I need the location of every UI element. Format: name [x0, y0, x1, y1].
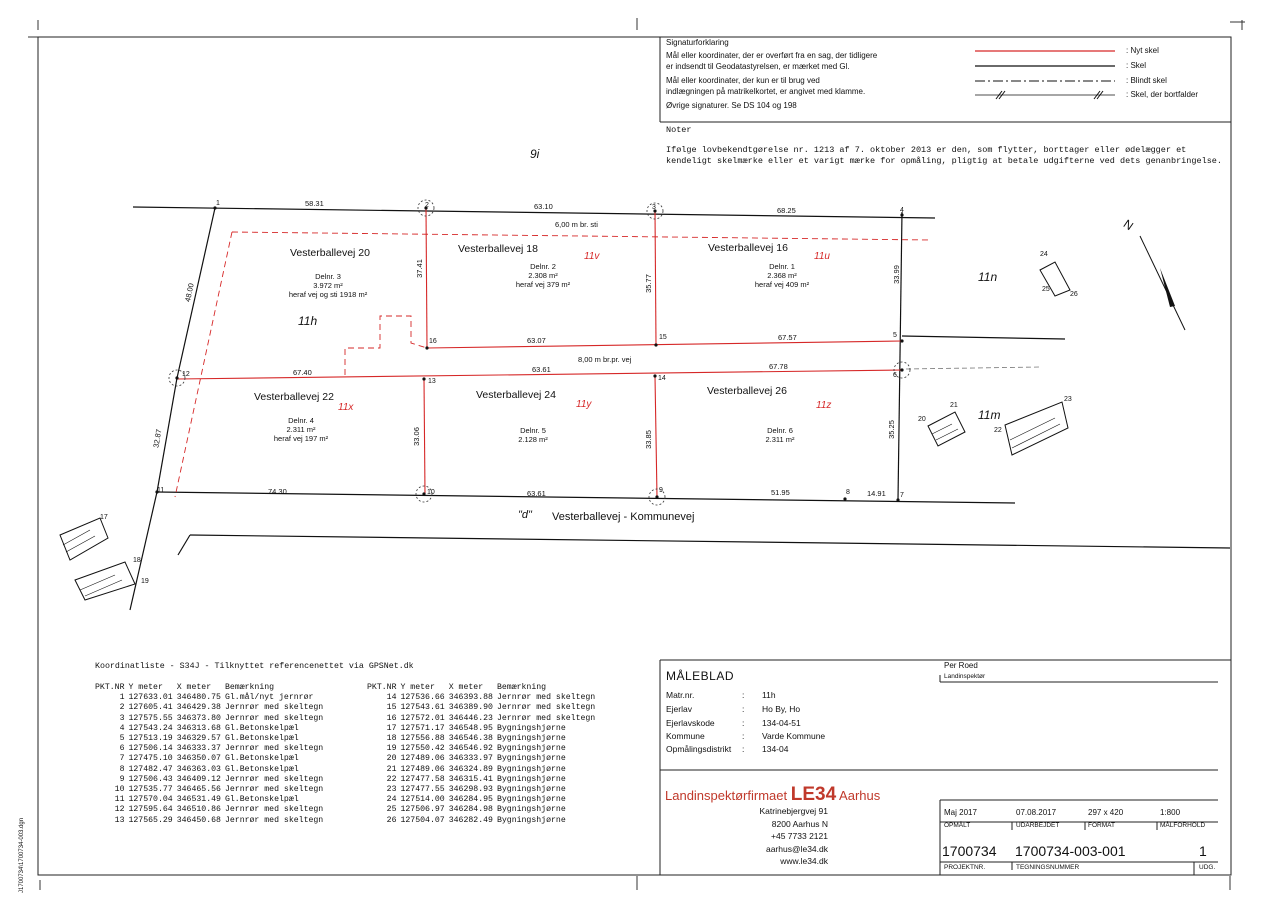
dimension-label: 37.41: [414, 259, 424, 278]
table-cell: 127565.29: [128, 815, 173, 825]
table-cell: 3: [119, 713, 125, 723]
table-cell: 127570.04: [128, 795, 173, 805]
table-cell: Bygningshjørne: [496, 805, 566, 815]
parcel-label: 11n: [978, 270, 998, 284]
dimension-label: 32.87: [151, 428, 164, 449]
parcel-label: 11h: [298, 314, 318, 328]
table-cell: 346282.49: [448, 815, 493, 825]
info-label: Ejerlav: [666, 704, 692, 714]
point-number: 15: [659, 334, 667, 341]
table-cell: 127575.55: [128, 713, 173, 723]
table-cell: 127513.19: [128, 734, 173, 744]
lot-matr: 11x: [338, 402, 354, 413]
table-cell: 18: [386, 734, 397, 744]
table-cell: 346324.89: [448, 764, 493, 774]
firm-logo: Landinspektørfirmaet LE34 Aarhus: [665, 784, 881, 805]
table-cell: 346446.23: [448, 713, 493, 723]
table-cell: 22: [386, 774, 397, 784]
table-cell: 346284.95: [448, 795, 493, 805]
table-cell: 127489.06: [400, 764, 445, 774]
dimension-label: 51.95: [771, 488, 790, 497]
table-cell: 346315.41: [448, 774, 493, 784]
table-cell: 127550.42: [400, 744, 445, 754]
table-cell: 346510.86: [176, 805, 221, 815]
table-cell: 346284.98: [448, 805, 493, 815]
dimension-label: 33.06: [411, 427, 421, 446]
lot-details: Delnr. 5 2.128 m²: [518, 426, 548, 444]
notes-text: Ifølge lovbekendtgørelse nr. 1213 af 7. oktober 2013 er den, som flytter, borttager eller ødelægger et kendeligt skelmærke eller et varigt mærke for opmåling, pligtig at betale udgifterne ved dets genanbringelse.: [666, 145, 1222, 166]
table-cell: 346546.38: [448, 734, 493, 744]
edition-label: UDG.: [1199, 864, 1216, 871]
table-cell: 127489.06: [400, 754, 445, 764]
opmaalt-value: Maj 2017: [944, 808, 977, 817]
firm-address: Katrinebjergvej 91 8200 Aarhus N +45 7733 2121 aarhus@le34.dk www.le34.dk: [759, 806, 828, 866]
lot-matr: 11u: [814, 251, 830, 262]
dimension-label: 35.25: [886, 420, 896, 439]
drawing-number: 1700734-003-001: [1015, 843, 1126, 859]
legend-item-label: : Skel, der bortfalder: [1126, 90, 1199, 99]
road-name: Vesterballevej - Kommunevej: [552, 511, 695, 523]
table-cell: Gl.Betonskelpæl: [224, 734, 299, 744]
table-cell: 346389.90: [448, 703, 493, 713]
column-header: Y meter: [128, 683, 163, 692]
road-width-label: 8,00 m br.pr. vej: [578, 355, 632, 364]
edition-number: 1: [1199, 843, 1207, 859]
table-cell: Jernrør med skeltegn: [224, 713, 324, 723]
table-cell: 26: [386, 815, 397, 825]
legend-line: Mål eller koordinater, der kun er til brug ved: [666, 76, 820, 85]
table-cell: Jernrør med skeltegn: [496, 703, 596, 713]
table-cell: 17: [386, 723, 397, 733]
info-colon: :: [742, 704, 745, 714]
legend-line: Øvrige signaturer. Se DS 104 og 198: [666, 101, 797, 110]
table-cell: Bygningshjørne: [496, 785, 566, 795]
column-header: X meter: [176, 683, 212, 692]
info-label: Ejerlavskode: [666, 718, 715, 728]
point-number: 14: [658, 375, 666, 382]
point-number: 25: [1042, 286, 1050, 293]
road-letter: "d": [518, 509, 532, 521]
info-colon: :: [742, 744, 745, 754]
dimension-label: 63.61: [532, 365, 551, 374]
point-number: 26: [1070, 291, 1078, 298]
lot-matr: 11v: [584, 251, 600, 262]
dimension-label: 35.77: [643, 274, 653, 293]
table-cell: 346333.97: [448, 754, 493, 764]
table-cell: 127595.64: [128, 805, 173, 815]
table-cell: 127506.97: [400, 805, 445, 815]
format-value: 297 x 420: [1088, 808, 1124, 817]
table-cell: 346393.88: [448, 693, 493, 703]
table-cell: 1: [119, 693, 125, 703]
lot-details: Delnr. 2 2.308 m² heraf vej 379 m²: [515, 262, 571, 289]
table-cell: 127556.88: [400, 734, 445, 744]
table-cell: Jernrør med skeltegn: [224, 805, 324, 815]
table-cell: 346480.75: [176, 693, 221, 703]
dimension-label: 63.61: [527, 489, 546, 498]
table-cell: 127514.00: [400, 795, 445, 805]
lot-name: Vesterballevej 22: [254, 391, 334, 403]
lot-matr: 11y: [576, 399, 592, 410]
table-cell: Bygningshjørne: [496, 774, 566, 784]
table-cell: 346313.68: [176, 723, 221, 733]
table-cell: 15: [386, 703, 397, 713]
point-number: 19: [141, 578, 149, 585]
point-number: 18: [133, 557, 141, 564]
table-cell: 12: [114, 805, 125, 815]
table-cell: 5: [119, 734, 125, 744]
column-header: Bemærkning: [496, 683, 547, 692]
table-cell: Jernrør med skeltegn: [224, 815, 324, 825]
column-header: Bemærkning: [224, 683, 275, 692]
table-cell: 24: [386, 795, 397, 805]
point-number: 7: [900, 492, 904, 499]
table-cell: 346531.49: [176, 795, 221, 805]
point-number: 11: [157, 487, 165, 494]
table-cell: 127633.01: [128, 693, 173, 703]
surveyor-name: Per Roed: [944, 661, 978, 670]
dimension-label: 33.99: [891, 265, 901, 284]
table-cell: 2: [119, 703, 125, 713]
lot-matr: 11z: [816, 400, 832, 411]
lot-details: Delnr. 6 2.311 m²: [765, 426, 795, 444]
table-cell: 127543.24: [128, 723, 173, 733]
table-cell: 21: [386, 764, 397, 774]
scale-value: 1:800: [1160, 808, 1181, 817]
table-cell: 14: [386, 693, 397, 703]
table-cell: 346548.95: [448, 723, 493, 733]
table-cell: Gl.mål/nyt jernrør: [224, 693, 314, 703]
point-number: 16: [429, 338, 437, 345]
table-cell: 346373.80: [176, 713, 221, 723]
maaleblad-title: MÅLEBLAD: [666, 669, 735, 683]
point-number: 24: [1040, 251, 1048, 258]
dimension-label: 48.00: [183, 282, 196, 303]
point-number: 6: [893, 372, 897, 379]
legend-line: indlægningen på matrikelkortet, er angivet med klamme.: [666, 87, 866, 96]
table-cell: 346450.68: [176, 815, 221, 825]
table-cell: Gl.Betonskelpæl: [224, 795, 299, 805]
format-label: FORMAT: [1088, 822, 1115, 829]
lot-details: Delnr. 3 3.972 m² heraf vej og sti 1918 m²: [288, 272, 368, 299]
table-cell: 4: [119, 723, 125, 733]
info-value: 134-04: [762, 744, 789, 754]
table-cell: 13: [114, 815, 125, 825]
column-header: Y meter: [400, 683, 435, 692]
lot-details: Delnr. 1 2.368 m² heraf vej 409 m²: [754, 262, 810, 289]
table-cell: 8: [119, 764, 125, 774]
udarbejdet-value: 07.08.2017: [1016, 808, 1057, 817]
file-path: J1700734\1700734-003.dgn: [19, 817, 25, 893]
table-cell: 127506.43: [128, 774, 173, 784]
table-cell: Jernrør med skeltegn: [224, 774, 324, 784]
table-cell: Jernrør med skeltegn: [224, 703, 324, 713]
table-cell: 346298.93: [448, 785, 493, 795]
dimension-label: 67.78: [769, 362, 788, 371]
info-value: 11h: [762, 690, 776, 700]
table-cell: 127605.41: [128, 703, 173, 713]
point-number: 4: [900, 207, 904, 214]
column-header: PKT.NR: [95, 683, 125, 692]
lot-details: Delnr. 4 2.311 m² heraf vej 197 m²: [273, 416, 329, 443]
info-label: Kommune: [666, 731, 705, 741]
opmaalt-label: OPMÅLT: [944, 822, 971, 829]
info-colon: :: [742, 731, 745, 741]
table-cell: 127535.77: [128, 785, 173, 795]
table-cell: Jernrør med skeltegn: [496, 693, 596, 703]
table-cell: 127482.47: [128, 764, 173, 774]
table-cell: 346350.07: [176, 754, 221, 764]
table-cell: Bygningshjørne: [496, 744, 566, 754]
point-number: 20: [918, 416, 926, 423]
point-number: 10: [427, 489, 435, 496]
table-cell: 346546.92: [448, 744, 493, 754]
info-value: 134-04-51: [762, 718, 801, 728]
table-cell: 11: [114, 795, 125, 805]
table-cell: 127543.61: [400, 703, 445, 713]
point-number: 23: [1064, 396, 1072, 403]
dimension-label: 63.10: [534, 202, 553, 211]
point-number: 21: [950, 402, 958, 409]
legend-title: Signaturforklaring: [666, 38, 729, 47]
lot-name: Vesterballevej 20: [290, 247, 370, 259]
table-cell: Jernrør med skeltegn: [224, 785, 324, 795]
legend-line: er indsendt til Geodatastyrelsen, er mærket med Gl.: [666, 62, 850, 71]
table-cell: 127571.17: [400, 723, 445, 733]
table-cell: Bygningshjørne: [496, 795, 566, 805]
table-cell: Jernrør med skeltegn: [496, 713, 596, 723]
table-cell: 127475.10: [128, 754, 173, 764]
dimension-label: 74.30: [268, 487, 287, 496]
table-cell: 127506.14: [128, 744, 173, 754]
table-cell: Jernrør med skeltegn: [224, 744, 324, 754]
info-label: Opmålingsdistrikt: [666, 744, 732, 754]
parcel-label: 11m: [978, 408, 1001, 422]
parcel-label: 9i: [530, 147, 540, 161]
dimension-label: 58.31: [305, 199, 324, 208]
table-cell: 6: [119, 744, 125, 754]
dimension-label: 67.40: [293, 368, 312, 377]
table-cell: 10: [114, 785, 125, 795]
info-value: Varde Kommune: [762, 731, 826, 741]
point-number: 9: [659, 487, 663, 494]
point-number: 8: [846, 489, 850, 496]
info-label: Matr.nr.: [666, 690, 695, 700]
point-number: 17: [100, 514, 108, 521]
table-cell: Bygningshjørne: [496, 723, 566, 733]
point-number: 3: [652, 204, 656, 211]
info-colon: :: [742, 690, 745, 700]
table-cell: 9: [119, 774, 125, 784]
table-cell: 346429.38: [176, 703, 221, 713]
table-cell: Gl.Betonskelpæl: [224, 764, 299, 774]
info-value: Ho By, Ho: [762, 704, 801, 714]
point-number: 1: [216, 200, 220, 207]
table-cell: 16: [386, 713, 397, 723]
drawing-number-label: TEGNINGSNUMMER: [1016, 864, 1080, 871]
point-number: 5: [893, 332, 897, 339]
column-header: PKT.NR: [367, 683, 397, 692]
table-cell: Gl.Betonskelpæl: [224, 723, 299, 733]
path-width-label: 6,00 m br. sti: [555, 220, 598, 229]
dimension-label: 67.57: [778, 333, 797, 342]
lot-name: Vesterballevej 26: [707, 385, 787, 397]
table-cell: 127477.55: [400, 785, 445, 795]
point-number: 12: [182, 371, 190, 378]
table-cell: 127504.07: [400, 815, 445, 825]
table-cell: 23: [386, 785, 397, 795]
coordinate-list-title: Koordinatliste - S34J - Tilknyttet referencenettet via GPSNet.dk: [95, 662, 414, 671]
notes-title: Noter: [666, 125, 692, 135]
point-number: 2: [425, 202, 429, 209]
table-cell: 127536.66: [400, 693, 445, 703]
scale-label: MÅLFORHOLD: [1160, 822, 1206, 829]
table-cell: Gl.Betonskelpæl: [224, 754, 299, 764]
table-cell: Bygningshjørne: [496, 764, 566, 774]
table-cell: Bygningshjørne: [496, 734, 566, 744]
table-cell: 346465.56: [176, 785, 221, 795]
table-cell: 25: [386, 805, 397, 815]
point-number: 13: [428, 378, 436, 385]
table-cell: 127572.01: [400, 713, 445, 723]
table-cell: 20: [386, 754, 397, 764]
table-cell: 346363.03: [176, 764, 221, 774]
legend-item-label: : Nyt skel: [1126, 46, 1159, 55]
point-number: 22: [994, 427, 1002, 434]
lot-name: Vesterballevej 18: [458, 243, 538, 255]
project-number-label: PROJEKTNR.: [944, 864, 986, 871]
table-cell: 346329.57: [176, 734, 221, 744]
dimension-label: 68.25: [777, 206, 796, 215]
udarbejdet-label: UDARBEJDET: [1016, 822, 1060, 829]
table-cell: 127477.58: [400, 774, 445, 784]
table-cell: 19: [386, 744, 397, 754]
dimension-label: 63.07: [527, 336, 546, 345]
dimension-label: 33.85: [643, 430, 653, 449]
lot-name: Vesterballevej 24: [476, 389, 556, 401]
lot-name: Vesterballevej 16: [708, 242, 788, 254]
table-cell: 346409.12: [176, 774, 221, 784]
surveyor-role: Landinspektør: [944, 673, 986, 680]
legend-line: Mål eller koordinater, der er overført fra en sag, der tidligere: [666, 51, 878, 60]
table-cell: Bygningshjørne: [496, 815, 566, 825]
north-label: N: [1120, 216, 1136, 234]
table-cell: 346333.37: [176, 744, 221, 754]
legend-item-label: : Skel: [1126, 61, 1147, 70]
project-number: 1700734: [942, 843, 997, 859]
info-colon: :: [742, 718, 745, 728]
column-header: X meter: [448, 683, 484, 692]
legend-item-label: : Blindt skel: [1126, 76, 1167, 85]
table-cell: 7: [119, 754, 125, 764]
table-cell: Bygningshjørne: [496, 754, 566, 764]
dimension-label: 14.91: [867, 489, 886, 498]
